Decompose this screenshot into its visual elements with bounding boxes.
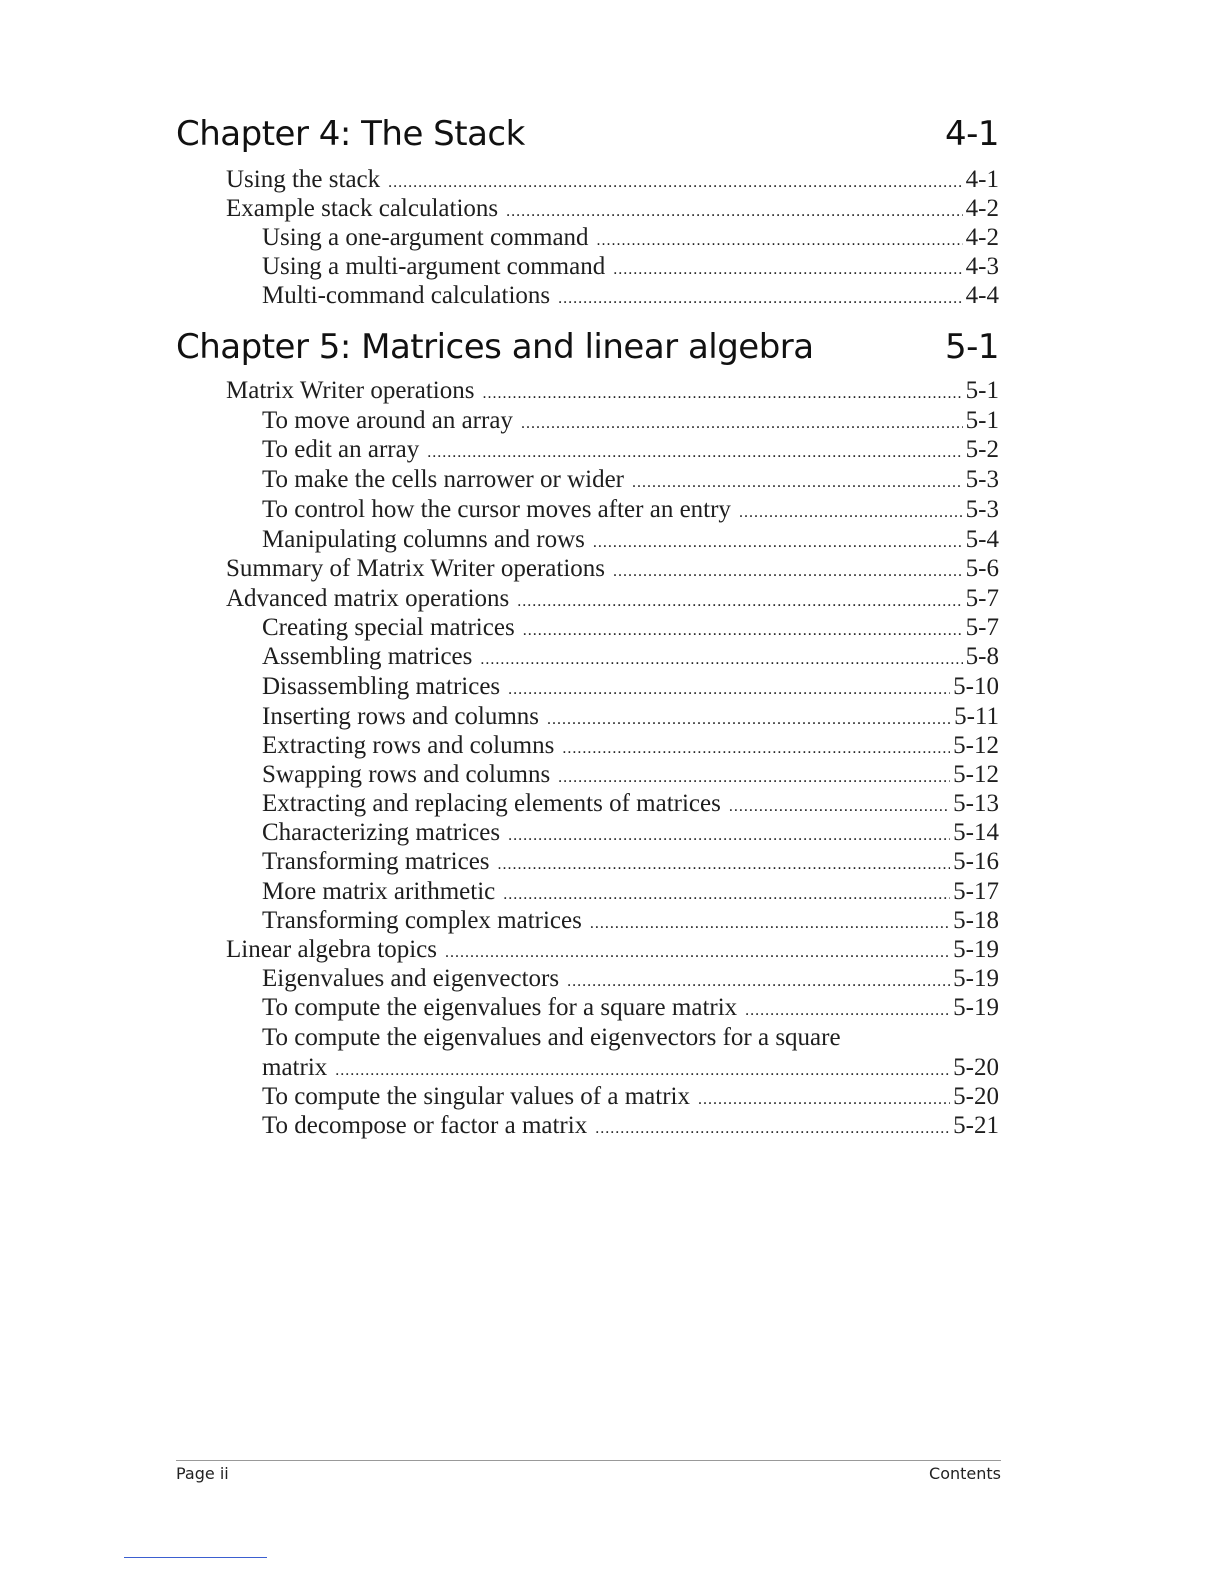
toc-entry-page: 5-1 — [965, 407, 999, 434]
dot-leader — [523, 616, 963, 645]
chapter-heading — [176, 327, 999, 367]
toc-entry[interactable] — [262, 731, 999, 760]
toc-entry[interactable] — [226, 165, 999, 194]
toc-entry-continued[interactable] — [262, 1023, 841, 1052]
toc-entry[interactable] — [262, 642, 999, 671]
dot-leader — [593, 528, 963, 557]
toc-entry-page: 5-13 — [953, 790, 999, 817]
toc-entry-page: 5-21 — [953, 1112, 999, 1139]
toc-entry-page: 5-3 — [965, 496, 999, 523]
toc-entry[interactable] — [262, 252, 999, 281]
dot-leader — [480, 645, 962, 674]
toc-entry-page: 5-4 — [965, 526, 999, 553]
toc-entry-title: Advanced matrix operations — [226, 585, 510, 612]
toc-entry[interactable] — [262, 964, 999, 993]
chapter-page: 5-1 — [944, 327, 999, 367]
toc-entry-page: 5-11 — [954, 703, 999, 730]
toc-entry-title: To make the cells narrower or wider — [262, 466, 624, 493]
toc-entry-page: 4-1 — [965, 166, 999, 193]
toc-entry[interactable] — [262, 613, 999, 642]
toc-entry[interactable] — [262, 465, 999, 494]
toc-entry-page: 4-2 — [965, 195, 999, 222]
toc-entry-page: 5-6 — [965, 555, 999, 582]
toc-entry-title: Using the stack — [226, 166, 381, 193]
toc-entry[interactable] — [262, 223, 999, 252]
dot-leader — [521, 409, 963, 438]
toc-entry[interactable] — [226, 554, 999, 583]
toc-entry-title: More matrix arithmetic — [262, 878, 496, 905]
dot-leader — [388, 168, 963, 197]
toc-entry-title: Manipulating columns and rows — [262, 526, 585, 553]
dot-leader — [427, 438, 962, 467]
dot-leader — [482, 379, 962, 408]
toc-entry-page: 5-14 — [953, 819, 999, 846]
toc-entry-title: Using a multi-argument command — [262, 253, 606, 280]
dot-leader — [503, 880, 950, 909]
toc-entry-page: 5-12 — [953, 732, 999, 759]
chapter-title: Chapter 4: The Stack — [176, 114, 525, 154]
chapter-title: Chapter 5: Matrices and linear algebra — [176, 327, 814, 367]
dot-leader — [558, 763, 950, 792]
dot-leader — [558, 284, 963, 313]
toc-entry[interactable] — [262, 877, 999, 906]
toc-entry-title: Characterizing matrices — [262, 819, 501, 846]
toc-entry-title: Assembling matrices — [262, 643, 473, 670]
chapter-page: 4-1 — [944, 114, 999, 154]
toc-entry-page: 5-12 — [953, 761, 999, 788]
toc-entry-page: 5-19 — [953, 994, 999, 1021]
dot-leader — [562, 734, 950, 763]
bottom-divider — [124, 1557, 267, 1558]
toc-entry[interactable] — [226, 584, 999, 613]
toc-entry[interactable] — [262, 818, 999, 847]
toc-entry-title: To control how the cursor moves after an entry — [262, 496, 731, 523]
toc-entry-title: Disassembling matrices — [262, 673, 501, 700]
toc-entry-title: Multi-command calculations — [262, 282, 551, 309]
toc-entry-page: 5-18 — [953, 907, 999, 934]
toc-entry-title: To compute the singular values of a matrix — [262, 1083, 690, 1110]
toc-entry-page: 5-19 — [953, 965, 999, 992]
toc-entry-page: 5-7 — [965, 585, 999, 612]
toc-entry[interactable] — [262, 672, 999, 701]
dot-leader — [508, 821, 950, 850]
dot-leader — [745, 996, 950, 1025]
dot-leader — [739, 498, 963, 527]
toc-entry[interactable] — [262, 993, 999, 1022]
toc-entry-page: 5-3 — [965, 466, 999, 493]
footer-page-label: Page ii — [176, 1464, 229, 1483]
toc-entry-page: 5-16 — [953, 848, 999, 875]
dot-leader — [729, 792, 950, 821]
toc-entry-title: Summary of Matrix Writer operations — [226, 555, 606, 582]
toc-entry-title: To move around an array — [262, 407, 513, 434]
toc-entry[interactable] — [262, 847, 999, 876]
dot-leader — [506, 197, 963, 226]
footer-section-label: Contents — [929, 1464, 1001, 1483]
toc-entry[interactable] — [262, 760, 999, 789]
toc-entry-title: To decompose or factor a matrix — [262, 1112, 588, 1139]
toc-entry-page: 5-20 — [953, 1083, 999, 1110]
dot-leader — [597, 226, 963, 255]
toc-entry-title: Extracting and replacing elements of matrices — [262, 790, 721, 817]
toc-entry-page: 5-2 — [965, 436, 999, 463]
toc-entry-title: matrix — [262, 1054, 328, 1081]
toc-entry[interactable] — [226, 935, 999, 964]
dot-leader — [445, 938, 950, 967]
dot-leader — [698, 1085, 950, 1114]
toc-entry[interactable] — [262, 702, 999, 731]
toc-entry-title: Extracting rows and columns — [262, 732, 555, 759]
toc-entry-page: 4-3 — [965, 253, 999, 280]
dot-leader — [613, 557, 963, 586]
toc-entry[interactable] — [262, 1053, 999, 1082]
toc-entry[interactable] — [226, 376, 999, 405]
toc-entry-page: 5-8 — [965, 643, 999, 670]
toc-entry-page: 4-2 — [965, 224, 999, 251]
toc-entry[interactable] — [262, 906, 999, 935]
dot-leader — [632, 468, 963, 497]
toc-entry-title: To compute the eigenvalues and eigenvectors for a square — [262, 1024, 841, 1051]
dot-leader — [613, 255, 962, 284]
toc-entry[interactable] — [262, 435, 999, 464]
toc-entry[interactable] — [262, 281, 999, 310]
toc-entry[interactable] — [226, 194, 999, 223]
dot-leader — [517, 587, 962, 616]
toc-entry[interactable] — [262, 789, 999, 818]
dot-leader — [508, 675, 950, 704]
toc-entry-page: 5-1 — [965, 377, 999, 404]
toc-entry-title: Transforming matrices — [262, 848, 490, 875]
toc-entry-title: Creating special matrices — [262, 614, 515, 641]
toc-entry-page: 5-10 — [953, 673, 999, 700]
toc-entry-title: Using a one-argument command — [262, 224, 589, 251]
toc-entry-page: 5-17 — [953, 878, 999, 905]
toc-entry-page: 5-7 — [965, 614, 999, 641]
toc-entry-title: To edit an array — [262, 436, 420, 463]
toc-entry-title: Matrix Writer operations — [226, 377, 475, 404]
dot-leader — [590, 909, 950, 938]
toc-entry-title: Linear algebra topics — [226, 936, 438, 963]
toc-entry-page: 4-4 — [965, 282, 999, 309]
toc-entry-title: Swapping rows and columns — [262, 761, 551, 788]
toc-entry-page: 5-20 — [953, 1054, 999, 1081]
toc-entry[interactable] — [262, 495, 999, 524]
dot-leader — [498, 850, 951, 879]
toc-entry[interactable] — [262, 1111, 999, 1140]
dot-leader — [335, 1056, 950, 1085]
toc-entry-title: Inserting rows and columns — [262, 703, 540, 730]
dot-leader — [547, 705, 951, 734]
toc-entry-title: Transforming complex matrices — [262, 907, 582, 934]
chapter-heading — [176, 114, 999, 154]
toc-entry[interactable] — [262, 525, 999, 554]
toc-entry-title: Eigenvalues and eigenvectors — [262, 965, 560, 992]
toc-entry-page: 5-19 — [953, 936, 999, 963]
toc-entry[interactable] — [262, 406, 999, 435]
toc-entry-title: To compute the eigenvalues for a square matrix — [262, 994, 738, 1021]
dot-leader — [595, 1114, 950, 1143]
toc-entry[interactable] — [262, 1082, 999, 1111]
footer-divider — [176, 1460, 1001, 1461]
toc-entry-title: Example stack calculations — [226, 195, 499, 222]
dot-leader — [567, 967, 950, 996]
